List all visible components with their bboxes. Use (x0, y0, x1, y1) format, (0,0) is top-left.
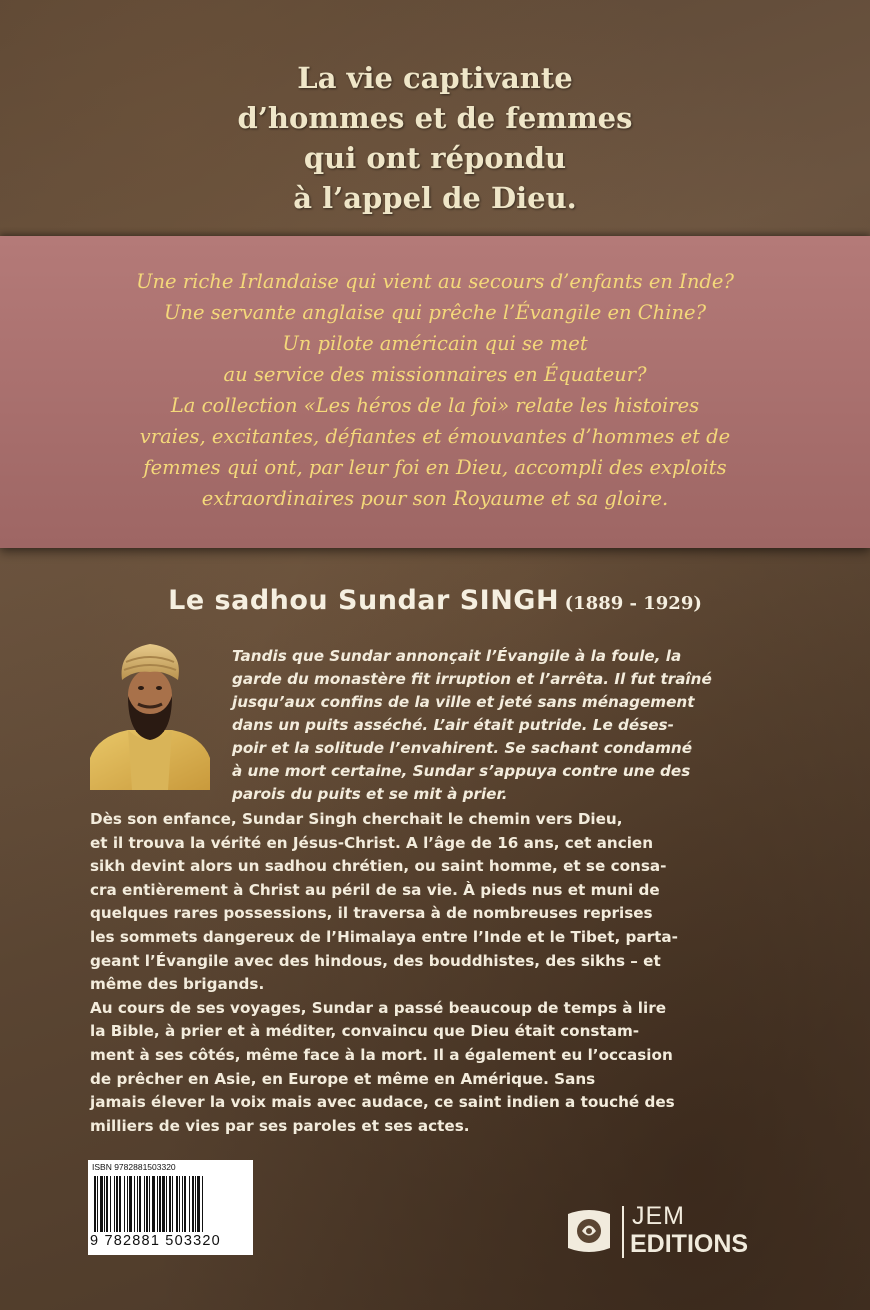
body-line: cra entièrement à Christ au péril de sa vie. À pieds nus et muni de (90, 880, 660, 899)
description-line: Un pilote américain qui se met (282, 332, 588, 355)
barcode-bars (92, 1176, 249, 1232)
series-description-band (0, 236, 870, 548)
body-line: jamais élever la voix mais avec audace, ce saint indien a touché des (90, 1093, 675, 1112)
barcode-digits: 9 782881 503320 (90, 1233, 221, 1249)
portrait-image (88, 640, 212, 790)
intro-paragraph (232, 645, 780, 806)
publisher-divider (622, 1206, 624, 1258)
tagline-line: d’hommes et de femmes (237, 101, 633, 135)
description-line: La collection «Les héros de la foi» relate les histoires (170, 394, 700, 417)
intro-line: Tandis que Sundar annonçait l’Évangile à la foule, la (232, 647, 682, 665)
tagline-line: qui ont répondu (303, 141, 567, 175)
description-line: vraies, excitantes, défiantes et émouvantes d’hommes et de (139, 425, 731, 448)
body-line: ment à ses côtés, même face à la mort. Il a également eu l’occasion (90, 1045, 673, 1064)
isbn-label: ISBN 9782881503320 (92, 1162, 176, 1172)
body-line: même des brigands. (90, 975, 265, 994)
description-line: extraordinaires pour son Royaume et sa gloire. (201, 487, 669, 510)
body-line: les sommets dangereux de l’Himalaya entre l’Inde et le Tibet, parta- (90, 927, 678, 946)
series-description (0, 266, 870, 514)
intro-line: dans un puits asséché. L’air était putride. Le déses- (232, 716, 674, 734)
intro-line: jusqu’aux confins de la ville et jeté sans ménagement (232, 693, 695, 711)
body-line: geant l’Évangile avec des hindous, des bouddhistes, des sikhs – et (90, 951, 661, 970)
body-line: Dès son enfance, Sundar Singh cherchait le chemin vers Dieu, (90, 810, 623, 828)
book-title-name: Le sadhou Sundar SINGH (168, 585, 560, 616)
intro-line: parois du puits et se mit à prier. (232, 785, 508, 803)
cover-tagline (0, 58, 870, 218)
intro-line: garde du monastère fit irruption et l’arrêta. Il fut traîné (232, 670, 712, 688)
description-line: femmes qui ont, par leur foi en Dieu, accompli des exploits (143, 456, 727, 479)
body-line: quelques rares possessions, il traversa à de nombreuses reprises (90, 904, 653, 923)
intro-line: poir et la solitude l’envahirent. Se sachant condamné (232, 739, 693, 757)
publisher-emblem-icon (562, 1204, 616, 1258)
body-line: la Bible, à prier et à méditer, convaincu que Dieu était constam- (90, 1022, 640, 1041)
book-title (0, 585, 870, 616)
intro-line: à une mort certaine, Sundar s’appuya contre une des (232, 762, 691, 780)
publisher-name: JEM (632, 1202, 685, 1230)
book-title-dates: (1889 - 1929) (564, 593, 702, 614)
body-line: milliers de vies par ses paroles et ses actes. (90, 1116, 470, 1135)
publisher-subname: EDITIONS (630, 1230, 749, 1258)
body-line: Au cours de ses voyages, Sundar a passé beaucoup de temps à lire (90, 998, 667, 1017)
publisher-logo (562, 1202, 782, 1262)
tagline-line: à l’appel de Dieu. (293, 181, 577, 215)
description-line: au service des missionnaires en Équateur? (223, 363, 647, 386)
body-line: sikh devint alors un sadhou chrétien, ou saint homme, et se consa- (90, 857, 667, 876)
description-line: Une servante anglaise qui prêche l’Évangile en Chine? (163, 301, 707, 324)
biography-paragraph (90, 808, 790, 1138)
body-line: et il trouva la vérité en Jésus-Christ. A l’âge de 16 ans, cet ancien (90, 833, 654, 852)
tagline-line: La vie captivante (297, 61, 573, 95)
body-line: de prêcher en Asie, en Europe et même en Amérique. Sans (90, 1069, 596, 1088)
description-line: Une riche Irlandaise qui vient au secours d’enfants en Inde? (136, 270, 734, 293)
isbn-barcode (88, 1160, 253, 1255)
